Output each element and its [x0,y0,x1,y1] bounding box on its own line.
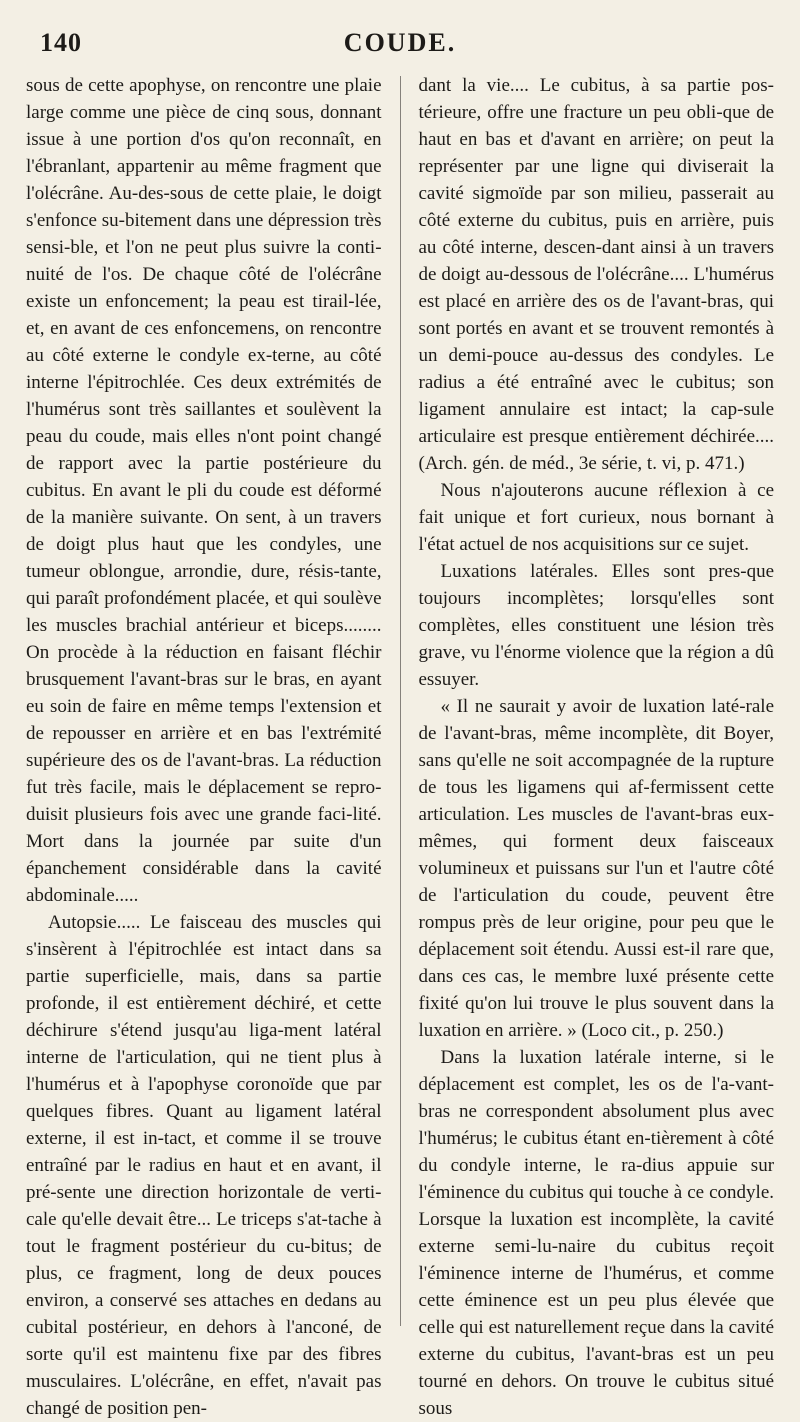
paragraph: sous de cette apophyse, on rencontre une plaie large comme une pièce de cinq sous, donnant issue à une portion d'os qu'on reconnaît, en l'ébranlant, appartenir au même fragment que l'olécrâne. Au-des-sous de cette plaie, le doigt s'enfonce su-bitement dans une dépression très sensi-ble, et l'on ne peut plus suivre la conti-nuité de l'os. De chaque côté de l'olécrâne existe un enfoncement; la peau est tirail-lée, et, en avant de ces enfoncemens, on rencontre au côté externe le condyle ex-terne, au côté interne l'épitrochlée. Ces deux extrémités de l'humérus sont très saillantes et soulèvent la peau du coude, mais elles n'ont point changé de rapport avec la partie postérieure du cubitus. En avant le pli du coude est déformé de la manière suivante. On sent, à un travers de doigt plus haut que les condyles, une tumeur oblongue, arrondie, dure, résis-tante, qui paraît profondément placée, et qui soulève les muscles brachial antérieur et biceps........ On procède à la réduction en faisant fléchir brusquement l'avant-bras sur le bras, en ayant eu soin de faire en même temps l'extension et de repousser en arrière et en bas l'extrémité supérieure des os de l'avant-bras. La réduction fut très facile, mais le déplacement se repro-duisit plusieurs fois avec une grande faci-lité. Mort dans la journée par suite d'un épanchement considérable dans la cavité abdominale..... [26,75,382,906]
page-number: 140 [40,28,82,57]
paragraph: dant la vie.... Le cubitus, à sa partie pos-térieure, offre une fracture un peu obli-que de haut en bas et d'avant en arrière; on peut la représenter par une ligne qui diviserait la cavité sigmoïde par son milieu, passerait au côté externe du cubitus, puis en arrière, puis au côté interne, descen-dant ainsi à un travers de doigt au-dessous de l'olécrâne.... L'humérus est placé en arrière des os de l'avant-bras, qui sont portés en avant et se trouvent remontés à un demi-pouce au-dessus des condyles. Le radius a été entraîné avec le cubitus; son ligament annulaire est intact; la cap-sule articulaire est presque entièrement déchirée.... (Arch. gén. de méd., 3e série, t. vi, p. 471.) [418,75,775,474]
right-column [419,72,775,1422]
column-divider [400,76,401,1326]
paragraph: Luxations latérales. Elles sont pres-que toujours incomplètes; lorsqu'elles sont complètes, elles constituent une lésion très grave, vu l'énorme violence que la région a dû essuyer. [418,561,775,690]
running-head [26,28,774,72]
running-title: COUDE. [343,28,457,57]
paragraph: Dans la luxation latérale interne, si le déplacement est complet, les os de l'a-vant-bras ne correspondent absolument plus avec l'humérus; le cubitus étant en-tièrement à côté du condyle interne, le ra-dius appuie sur l'éminence du cubitus qui touche à ce condyle. Lorsque la luxation est incomplète, la cavité externe semi-lu-naire du cubitus reçoit l'éminence interne de l'humérus, et comme cette éminence est un peu plus élevée que celle qui est naturellement reçue dans la cavité externe du cubitus, l'avant-bras est un peu tourné en dehors. On trouve le cubitus situé sous [418,1047,775,1419]
paragraph: Nous n'ajouterons aucune réflexion à ce fait unique et fort curieux, nous bornant à l'état actuel de nos acquisitions sur ce sujet. [418,480,775,555]
paragraph: Autopsie..... Le faisceau des muscles qui s'insèrent à l'épitrochlée est intact dans sa partie superficielle, mais, dans sa partie profonde, il est entièrement déchiré, et cette déchirure s'étend jusqu'au liga-ment latéral interne de l'articulation, qui ne tient plus à l'humérus et à l'apophyse coronoïde que par quelques fibres. Quant au ligament latéral externe, il est in-tact, et comme il se trouve entraîné par le radius en haut et en avant, il pré-sente une direction horizontale de verti-cale qu'elle devait être... Le triceps s'at-tache à tout le fragment postérieur du cu-bitus; de plus, ce fragment, long de deux pouces environ, a conservé ses attaches en dedans au cubital postérieur, en dehors à l'anconé, de sorte qu'il est maintenu fixe par des fibres musculaires. L'olécrâne, en effet, n'avait pas changé de position pen- [26,912,382,1419]
left-column [26,72,382,1422]
paragraph: « Il ne saurait y avoir de luxation laté-rale de l'avant-bras, même incomplète, dit Boyer, sans qu'elle ne soit accompagnée de la rupture de tous les ligamens qui af-fermissent cette articulation. Les muscles de l'avant-bras eux-mêmes, qui forment deux faisceaux volumineux et puissans sur l'un et l'autre côté de l'articulation du coude, peuvent être rompus près de leur origine, pour peu que le déplacement soit étendu. Aussi est-il rare que, dans ces cas, le membre luxé présente cette fixité qu'on lui trouve le plus souvent dans la luxation en arrière. » (Loco cit., p. 250.) [418,696,775,1041]
text-columns [26,72,774,1422]
